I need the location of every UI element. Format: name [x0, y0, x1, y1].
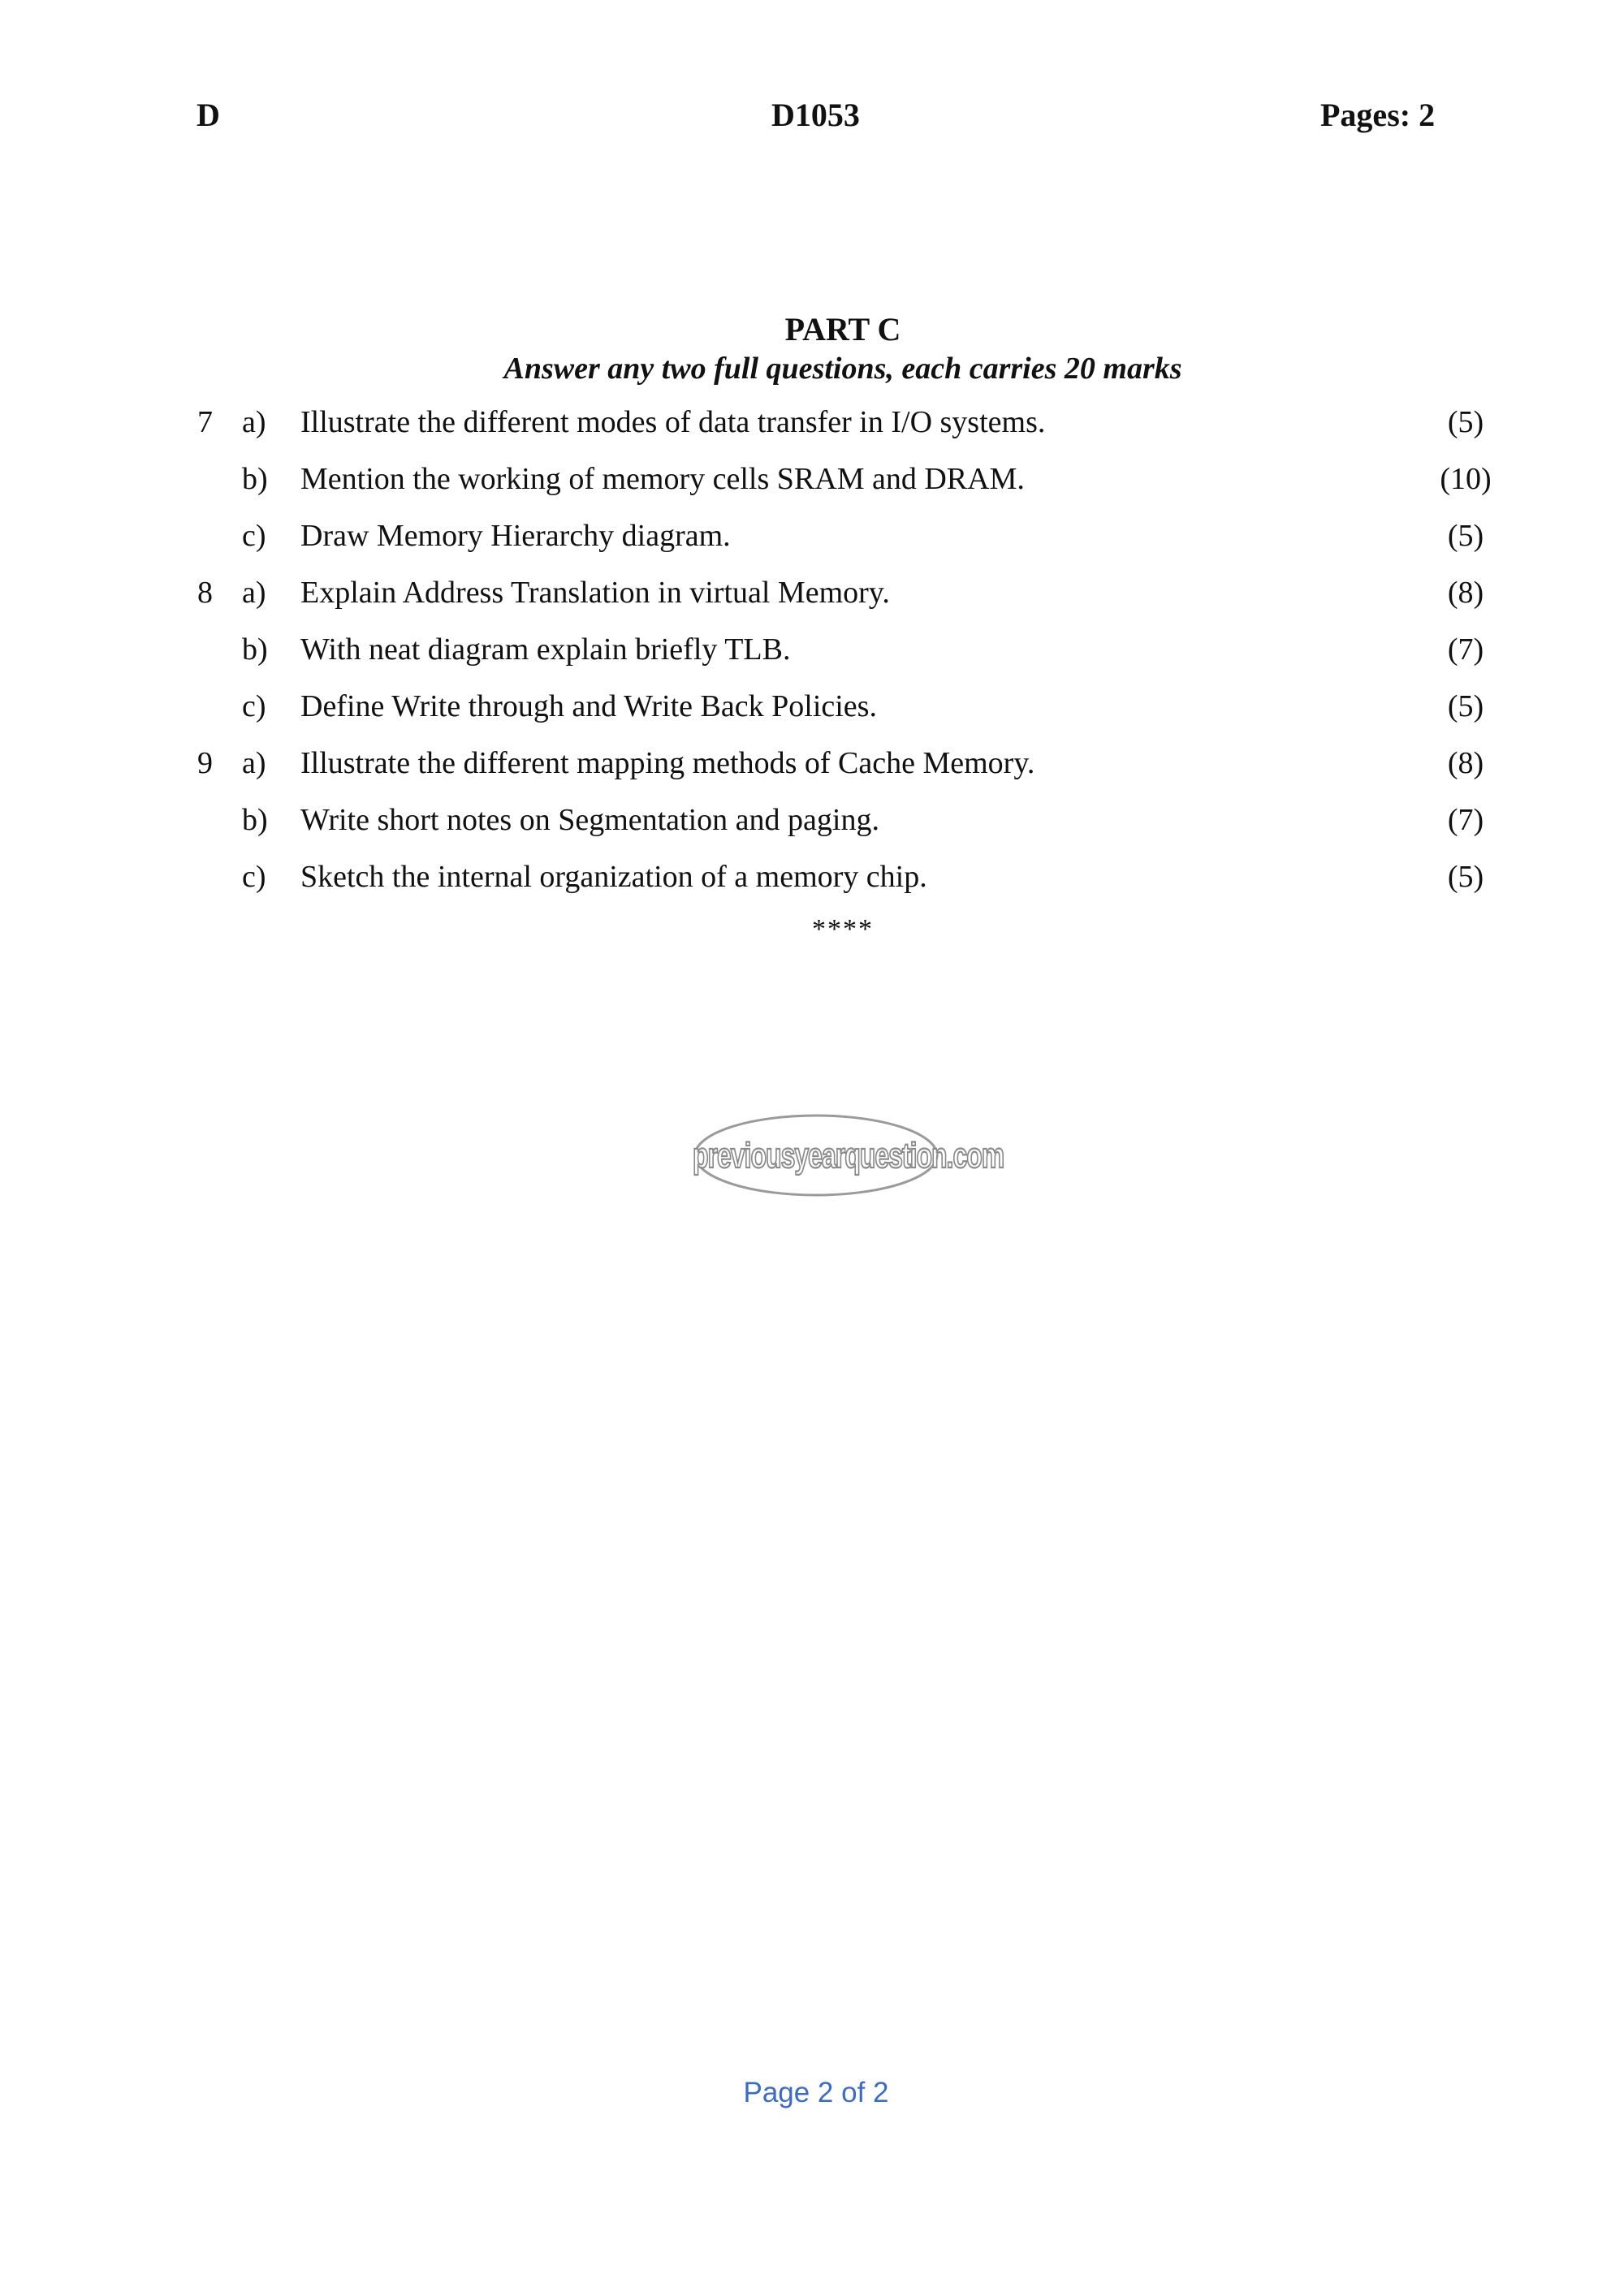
part-instruction: Answer any two full questions, each carries 20 marks [503, 352, 1182, 386]
header-series-code: D [197, 97, 220, 133]
question-marks: (5) [1447, 689, 1484, 723]
question-list [0, 403, 1624, 914]
question-letter: b) [242, 632, 268, 667]
question-number: 8 [197, 576, 213, 610]
header-page-count: Pages: 2 [1320, 97, 1436, 133]
question-text: Draw Memory Hierarchy diagram. [300, 519, 731, 553]
question-letter: b) [242, 462, 268, 496]
question-text: Illustrate the different modes of data transfer in I/O systems. [300, 405, 1046, 439]
question-marks: (5) [1447, 519, 1484, 553]
question-text: Define Write through and Write Back Policies. [300, 689, 877, 723]
question-text: Illustrate the different mapping methods of Cache Memory. [300, 746, 1035, 780]
question-marks: (7) [1447, 632, 1484, 667]
question-marks: (10) [1440, 462, 1492, 496]
header-paper-code: D1053 [771, 97, 860, 133]
question-row [0, 516, 1624, 573]
question-text: Write short notes on Segmentation and paging. [300, 803, 879, 837]
question-text: Explain Address Translation in virtual Memory. [300, 576, 890, 610]
question-letter: c) [242, 860, 266, 894]
question-row [0, 857, 1624, 914]
watermark-logo [693, 1113, 1004, 1198]
question-number: 7 [197, 405, 213, 439]
question-marks: (8) [1447, 576, 1484, 610]
question-row [0, 687, 1624, 744]
question-row [0, 460, 1624, 516]
question-marks: (8) [1447, 746, 1484, 780]
question-letter: a) [242, 405, 266, 439]
question-row [0, 573, 1624, 630]
question-letter: b) [242, 803, 268, 837]
question-text: Sketch the internal organization of a memory chip. [300, 860, 927, 894]
question-marks: (5) [1447, 860, 1484, 894]
page-footer: Page 2 of 2 [743, 2077, 889, 2108]
end-of-paper-mark: **** [812, 914, 874, 944]
question-marks: (7) [1447, 803, 1484, 837]
question-marks: (5) [1447, 405, 1484, 439]
watermark-text: previousyearquestion.com [693, 1135, 1004, 1176]
question-text: With neat diagram explain briefly TLB. [300, 632, 791, 667]
question-letter: a) [242, 746, 266, 780]
question-row [0, 801, 1624, 857]
question-number: 9 [197, 746, 213, 780]
question-row [0, 744, 1624, 801]
part-title: PART C [784, 311, 901, 347]
question-letter: a) [242, 576, 266, 610]
question-row [0, 630, 1624, 687]
question-text: Mention the working of memory cells SRAM and DRAM. [300, 462, 1025, 496]
question-letter: c) [242, 519, 266, 553]
question-letter: c) [242, 689, 266, 723]
question-row [0, 403, 1624, 460]
